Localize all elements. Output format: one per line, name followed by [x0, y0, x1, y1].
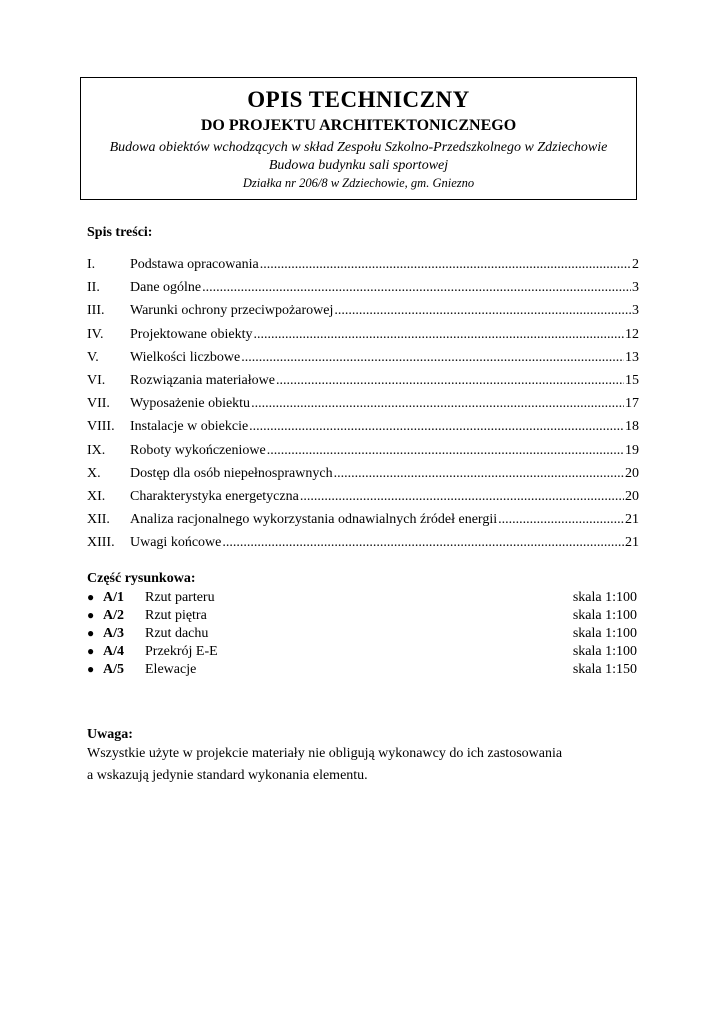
toc-leader-dots — [334, 303, 631, 319]
toc-leader-dots — [260, 257, 631, 273]
toc-item-page: 2 — [632, 257, 639, 272]
toc-item-title: Warunki ochrony przeciwpożarowej — [130, 303, 334, 319]
toc-leader-dots — [251, 396, 624, 412]
toc-item-page: 3 — [632, 280, 639, 296]
toc-item[interactable] — [87, 396, 639, 419]
title-box — [80, 77, 637, 200]
toc-item-number: VI. — [87, 372, 106, 388]
toc-leader-dots — [253, 327, 624, 343]
drawing-scale: skala 1:100 — [572, 626, 637, 641]
toc-item[interactable] — [87, 419, 639, 442]
toc-item-number: III. — [87, 303, 105, 319]
toc-item-number: IV. — [87, 326, 104, 342]
drawing-code: A/3 — [103, 626, 124, 641]
toc-item-number: V. — [87, 349, 99, 365]
toc-leader-dots — [241, 350, 624, 366]
drawing-code: A/4 — [103, 644, 124, 659]
toc-item-page: 3 — [632, 303, 639, 319]
toc-item-page: 20 — [625, 488, 639, 504]
toc-leader-dots — [334, 466, 624, 482]
document-subtitle: DO PROJEKTU ARCHITEKTONICZNEGO — [200, 117, 517, 134]
toc-item[interactable] — [87, 443, 639, 466]
toc-item-page: 15 — [625, 372, 639, 388]
toc-item-page: 18 — [625, 419, 639, 435]
toc-item-number: VIII. — [87, 419, 115, 435]
toc-item-page: 21 — [625, 512, 639, 528]
toc-item-title: Podstawa opracowania — [130, 257, 259, 272]
toc-item-title: Uwagi końcowe — [130, 535, 222, 551]
toc-item-title: Dane ogólne — [130, 280, 202, 296]
drawing-name: Przekrój E-E — [145, 644, 218, 659]
toc-item-title: Charakterystyka energetyczna — [130, 488, 299, 504]
toc-leader-dots — [249, 419, 624, 435]
toc-item-number: XII. — [87, 512, 110, 528]
toc-item-title: Instalacje w obiekcie — [130, 419, 249, 435]
drawing-scale: skala 1:150 — [572, 662, 637, 677]
toc-item[interactable] — [87, 280, 639, 303]
toc-item-number: I. — [87, 257, 96, 272]
toc-item-number: X. — [87, 465, 101, 481]
toc-item-number: XI. — [87, 488, 106, 504]
toc-heading: Spis treści: — [87, 225, 153, 240]
drawing-code: A/1 — [103, 590, 124, 605]
toc-leader-dots — [222, 535, 624, 551]
toc-leader-dots — [498, 512, 624, 528]
drawing-name: Rzut dachu — [145, 626, 209, 641]
toc-item-page: 21 — [625, 535, 639, 551]
toc-item[interactable] — [87, 327, 639, 350]
toc-item-page: 20 — [625, 465, 639, 481]
drawing-scale: skala 1:100 — [572, 590, 637, 605]
toc-item-number: XIII. — [87, 535, 115, 551]
toc-item-page: 13 — [625, 349, 639, 365]
toc-item-title: Rozwiązania materiałowe — [130, 372, 275, 388]
note-line: a wskazują jedynie standard wykonania elementu. — [87, 768, 368, 783]
drawing-item — [87, 661, 637, 679]
toc-item-title: Projektowane obiekty — [130, 326, 253, 342]
bullet-dot-icon: ● — [87, 644, 95, 658]
drawing-item — [87, 589, 637, 607]
toc-item[interactable] — [87, 466, 639, 489]
drawing-code: A/5 — [103, 662, 124, 677]
toc-item-title: Wyposażenie obiektu — [130, 396, 251, 412]
toc-leader-dots — [202, 280, 631, 296]
drawing-item — [87, 643, 637, 661]
toc-item[interactable] — [87, 373, 639, 396]
toc-item-number: VII. — [87, 396, 110, 412]
toc-item-title: Wielkości liczbowe — [130, 349, 241, 365]
drawings-list — [87, 589, 637, 679]
drawing-code: A/2 — [103, 608, 124, 623]
bullet-dot-icon: ● — [87, 662, 95, 676]
toc-item-number: IX. — [87, 442, 106, 458]
note-body — [87, 743, 647, 787]
drawing-item — [87, 625, 637, 643]
drawing-name: Rzut parteru — [145, 590, 215, 605]
toc-item[interactable] — [87, 350, 639, 373]
toc-item[interactable] — [87, 535, 639, 558]
toc-item-number: II. — [87, 280, 100, 296]
project-plot: Działka nr 206/8 w Zdziechowie, gm. Gniezno — [242, 176, 475, 190]
drawing-scale: skala 1:100 — [572, 608, 637, 623]
bullet-dot-icon: ● — [87, 608, 95, 622]
toc-item-page: 19 — [625, 442, 639, 458]
toc-item[interactable] — [87, 512, 639, 535]
toc-item-page: 12 — [625, 326, 639, 342]
drawing-item — [87, 607, 637, 625]
project-description: Budowa obiektów wchodzących w skład Zespołu Szkolno-Przedszkolnego w Zdziechowie — [109, 140, 608, 155]
toc-item[interactable] — [87, 303, 639, 326]
toc-item-title: Roboty wykończeniowe — [130, 442, 266, 458]
toc-item-title: Dostęp dla osób niepełnosprawnych — [130, 465, 333, 481]
toc-item-page: 17 — [625, 396, 639, 412]
bullet-dot-icon: ● — [87, 626, 95, 640]
toc-item[interactable] — [87, 257, 639, 280]
toc-leader-dots — [267, 443, 624, 459]
toc-leader-dots — [276, 373, 624, 389]
note-line: Wszystkie użyte w projekcie materiały nie obligują wykonawcy do ich zastosowania — [87, 746, 563, 761]
project-building: Budowa budynku sali sportowej — [268, 158, 449, 173]
bullet-dot-icon: ● — [87, 590, 95, 604]
note-heading: Uwaga: — [87, 727, 133, 742]
drawing-scale: skala 1:100 — [572, 644, 637, 659]
toc-item[interactable] — [87, 489, 639, 512]
drawing-name: Elewacje — [145, 662, 197, 677]
document-title: OPIS TECHNICZNY — [247, 87, 470, 112]
drawings-heading: Część rysunkowa: — [87, 571, 196, 586]
table-of-contents — [87, 257, 639, 558]
toc-item-title: Analiza racjonalnego wykorzystania odnawialnych źródeł energii — [130, 512, 498, 528]
toc-leader-dots — [300, 489, 624, 505]
drawing-name: Rzut piętra — [145, 608, 207, 623]
